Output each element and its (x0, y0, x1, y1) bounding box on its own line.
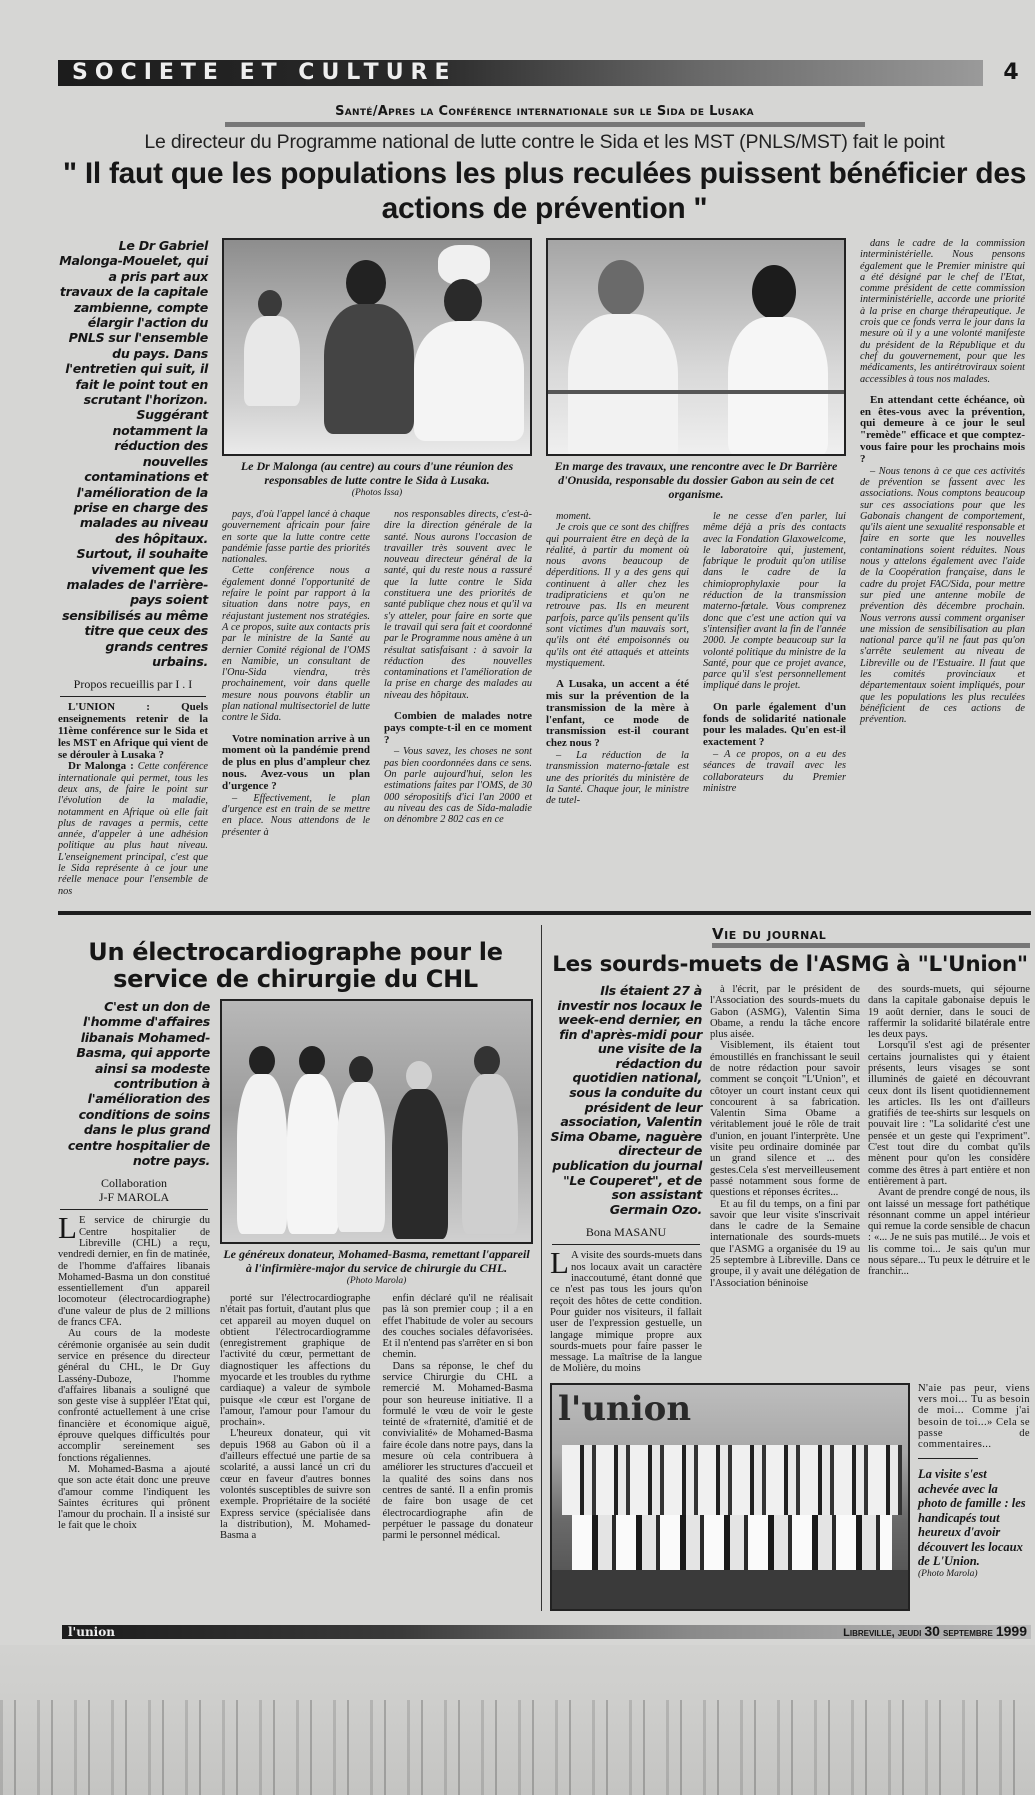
interview-question (860, 395, 1025, 466)
interview-answer (222, 793, 370, 838)
article-column (384, 509, 532, 826)
paragraph-text: Visiblement, ils étaient tout émoustillés en franchissant le seuil de notre rédaction pour savoir comment se conçoit "L'Union", et côtoyer un court instant ceux qui concourent à sa fabrication. Valentin Sima Obame a véritablement joué le rôle de trait d'union, en jouant l'interprète. Une visite peu ordinaire dominée par un grand silence et ... des gestes.Cela s'est merveilleusement passé notamment sous forme de questions et réponses écrites... (710, 1040, 860, 1199)
article-intro: Le Dr Gabriel Malonga-Mouelet, qui a pris part aux travaux de la capitale zambienne, compte élargir l'action du PNLS sur l'ensemble du pays. Dans l'entretien qui suit, il fait le point tout en scrutant l'horizon. Suggérant notamment la réduction des nouvelles contaminations et l'amélioration de la prise en charge des malades au niveau des hôpitaux. Surtout, il souhaite vivement que les malades de l'arrière-pays soient sensibilisés au même titre que ceux des grands centres urbains. (59, 238, 208, 669)
article-column (918, 1383, 1030, 1451)
article-intro: Ils étaient 27 à investir nos locaux le week-end dernier, en fin d'après-midi pour une visite de la rédaction du quotidien national, sous la conduite du président de leur association, Valentin Sima Obame, naguère directeur de publication du journal "Le Couperet", et de son assistant Germain Ozo. (550, 982, 702, 1217)
article-column (222, 509, 370, 838)
section-title: SOCIETE ET CULTURE (72, 60, 457, 85)
photo-donation (220, 999, 533, 1244)
answer-text: – Vous savez, les choses ne sont pas bien coordonnées dans ce sens. On parle aujourd'hui, selon les estimations faites par l'OMS, de 30 000 séropositifs d'ici l'an 2000 et au niveau des cas de Sida-maladie on dénombre 2 802 cas en ce (384, 746, 532, 826)
interview-question (703, 702, 846, 749)
footer-day: 30 (924, 1622, 940, 1639)
answer-text: moment. (556, 511, 592, 522)
article-intro: C'est un don de l'homme d'affaires libanais Mohamed-Basma, qui apporte ainsi sa modeste contribution à l'amélioration des conditions de soins dans le plus grand centre hospitalier de notre pays. (67, 998, 210, 1168)
column-pair (222, 509, 532, 838)
answer-text: dans le cadre de la commission interministérielle. Nous pensons également que le Premier ministre qui a été désigné par le chef de l'Etat, comme président de cette commission interministérielle, accorde une priorité à la prise en charge thérapeutique. Je crois que ce fonds verra le jour dans la mesure où il y a une volonté manifeste du président de la République et du chef du gouvernement, pour que les médicaments, les antirétroviraux soient accessibles à tous nos malades. (860, 238, 1025, 385)
page-number: 4 (1003, 60, 1019, 85)
interview-question (546, 679, 689, 750)
photo-caption: En marge des travaux, une rencontre avec le Dr Barrière d'Onusida, responsable du dossier Gabon au sein de cet organisme. (554, 459, 838, 501)
deaf-visit-left-column (550, 984, 702, 1375)
kicker-underline (225, 122, 865, 127)
scan-margin (0, 1645, 1035, 1795)
interview-answer (703, 511, 846, 692)
paragraph-text: N'aie pas peur, viens vers moi... Tu as besoin de moi... Comme j'ai besoin de toi...» Cela se passe de commentaires... (918, 1382, 1030, 1451)
question-text: En attendant cette échéance, où en êtes-vous avec la prévention, qui demeure à ce jour le seul "remède" efficace et que comptez-vous faire pour les prochains mois ? (860, 393, 1025, 465)
article-column (550, 1245, 702, 1375)
donation-right-block (220, 999, 533, 1542)
article-byline: Propos recueillis par I . I (73, 677, 193, 692)
question-text: Combien de malades notre pays compte-t-il en ce moment ? (384, 710, 532, 746)
question-text: Votre nomination arrive à un moment où la pandémie prend de plus en plus d'ampleur chez nous. Avez-vous un plan d'urgence ? (222, 732, 370, 792)
interview-answer (546, 750, 689, 806)
article-column (220, 1293, 371, 1542)
answer-text: – Nous tenons à ce que ces activités de prévention se fassent avec les associations. Nous comptons beaucoup sur ces associations pour que les Gabonais changent de comportement, qu'ils aient une sexualité responsable et faire en sorte que les nouvelles contaminations soient réduites. Nous nous y attelons également avec l'aide de la Coopération française, dans le cadre du projet FAC/Sida, pour mettre sur pied une antenne mobile de prévention dès décembre prochain. Nous verrons aussi comment organiser une mission de sensibilisation au plan national parce qu'il ne faut pas qu'on s'arrête seulement au niveau de Libreville ou de l'Estuaire. Il faut que les comités provinciaux et départementaux soient impliqués, pour que les populations les plus reculées bénéficient de ces actions de prévention. (860, 465, 1025, 726)
answer-text: pays, d'où l'appel lancé à chaque gouvernement africain pour faire en sorte que la lutte contre cette pandémie fasse partie des priorités nationales. (222, 509, 370, 566)
article-column (868, 984, 1030, 1278)
paragraph-text: Lorsqu'il s'est agi de présenter certains journalistes qui y étaient présents, leurs visages se sont illuminés de gaieté en découvrant ceux dont ils lisent quotidiennement les articles. Ils les ont d'ailleurs gratifiés de tee-shirts sur lesquels on pouvait lire : "La solidarité c'est une pensée et un geste qui l'expriment". C'est tout dire du combat qu'ils mènent pour qu'on les considère comme des êtres à part entière et non entièrement à part. (868, 1040, 1030, 1187)
paragraph (58, 1210, 210, 1329)
paragraph (383, 1293, 534, 1361)
footer-date (843, 1624, 1027, 1640)
drop-cap: L (58, 1210, 77, 1246)
article-column (546, 511, 689, 806)
interview-article (58, 238, 1031, 897)
paragraph (710, 984, 860, 1040)
interview-answer (58, 761, 208, 897)
paragraph-text: E service de chirurgie du Centre hospitalier de Libreville (CHL) a reçu, vendredi dernier, en fin de matinée, de l'homme d'affaires libanais Mohamed-Basma un don constitué essentiellement d'un appareil locomoteur (électrocardiographe) d'une valeur de plus de 2 millions de francs CFA. (58, 1215, 210, 1329)
footer-month: septembre (939, 1626, 996, 1639)
byline-name: J-F MAROLA (98, 1190, 170, 1205)
donation-body (58, 999, 533, 1542)
photo-block-2 (546, 238, 846, 806)
deaf-visit-article (550, 925, 1030, 1611)
photo-caption: La visite s'est achevée avec la photo de famille : les handicapés tout heureux d'avoir découvert les locaux de L'Union. (918, 1467, 1026, 1568)
rubric-label: Vie du journal (712, 924, 827, 943)
column-pair (220, 1293, 533, 1542)
article-byline (58, 1176, 210, 1204)
interview-answer (384, 509, 532, 701)
paragraph (710, 1199, 860, 1289)
photo-credit: (Photo Marola) (346, 1275, 407, 1286)
paragraph-text: L'heureux donateur, qui vit depuis 1968 au Gabon où il a d'ailleurs effectué une partie de sa scolarité, a aussi lancé un cri du cœur en faveur d'autres bonnes volontés susceptibles de suivre son exemple. Propriétaire de la société Express service (spécialisée dans la distribution), M. Mohamed-Basma a (220, 1428, 371, 1542)
article-headline: Les sourds-muets de l'ASMG à "L'Union" (552, 951, 1028, 977)
paragraph (383, 1361, 534, 1542)
photo-credit: (Photos Issa) (351, 488, 403, 498)
answer-text: nos responsables directs, c'est-à-dire la direction générale de la santé. Nous aurons l'occasion de travailler très souvent avec le nouveau directeur général de la santé, qui du reste nous a rassuré que la lutte contre le Sida constituera une des priorités de santé publique chez nous et qu'il va s'y atteler, pour faire en sorte que le travail qui sera fait et coordonné par le Programme nous amène à un résultat satisfaisant : à savoir la réduction des nouvelles contaminations et l'amélioration de la prise en charge des malades au niveau des hôpitaux. (384, 509, 532, 701)
paragraph (550, 1245, 702, 1375)
divider (60, 1209, 208, 1210)
interview-left-column (58, 238, 208, 897)
section-divider (58, 911, 1031, 915)
article-column (710, 984, 860, 1289)
interview-answer (703, 749, 846, 794)
photo-meeting-lusaka (222, 238, 532, 456)
scan-streaks (0, 1700, 1035, 1795)
paragraph-text: porté sur l'électrocardiographe n'était pas fortuit, d'autant plus que cet appareil au moyen duquel on obtient l'électrocardiogramme (enregistrement graphique de l'activité du cœur, permettant de diagnostiquer les affections du myocarde et les troubles du rythme cardiaque) a valeur de symbole puisque «le cœur est l'organe de l'amour, l'amour pour l'amour du prochain». (220, 1292, 371, 1429)
answer-text: Cette conférence nous a également donné l'opportunité de refaire le point par rapport à la situation dans notre pays, en réajustant justement nos stratégies. A ce propos, suite aux contacts pris par le ministre de la Santé au dernier Comité régional de l'OMS en Namibie, un consultant de l'Onu-Sida viendra, très prochainement, voir dans quelle mesure nous pouvons établir un plan national multisectoriel de lutte contre le Sida. (222, 565, 370, 724)
article-headline: Un électrocardiographe pour le service de chirurgie du CHL (88, 937, 503, 993)
photo-credit: (Photo Marola) (918, 1569, 978, 1580)
paragraph (58, 1464, 210, 1532)
answer-text: le ne cesse d'en parler, lui même déjà a pris des contacts avec la Fondation Glaxowelcome, le laboratoire qui, justement, fabrique le produit qu'on utilise dans le cadre de la chimioprophylaxie pour la réduction de la transmission materno-fœtale. Vous comprenez donc que c'est une action qui va s'intensifier avant la fin de l'année 2000. Je compte beaucoup sur la volonté politique du ministre de la Santé, pour que ce projet avance, parce qu'il s'est personnellement impliqué dans le projet. (703, 511, 846, 692)
divider (918, 1458, 978, 1459)
photo-caption: Le Dr Malonga (au centre) au cours d'une réunion des responsables de lutte contre le Sida à Lusaka. (240, 459, 514, 487)
interview-answer (860, 466, 1025, 726)
deaf-visit-side-column (918, 1383, 1030, 1581)
footer-place: Libreville, jeudi (843, 1626, 925, 1639)
article-headline: " Il faut que les populations les plus reculées puissent bénéficier des actions de prévention " (62, 157, 1027, 225)
paragraph-text: Au cours de la modeste cérémonie organisée au sein dudit service en présence du directeur général du CHL, le Dr Guy Lassény-Duboze, l'homme d'affaires libanais a souligné que son geste vise à suppléer l'Etat qui, confronté actuellement à une crise financière et économique aiguë, éprouve quelques difficultés pour accomplir sereinement ses fonctions régaliennes. (58, 1328, 210, 1464)
paragraph-text: enfin déclaré qu'il ne réalisait pas là son premier coup ; il a en effet l'habitude de voler au secours des couches sociales défavorisées. Et il n'entend pas s'arrêter en si bon chemin. (382, 1292, 533, 1361)
donation-left-column (58, 999, 210, 1532)
paragraph (868, 1187, 1030, 1277)
paragraph-text: M. Mohamed-Basma a ajouté que son acte était donc une preuve d'amour comme l'indiquent les Saintes écritures qui prônent l'amour du prochain. Il a insisté sur le fait que le choix (58, 1463, 210, 1532)
donation-article (58, 925, 533, 1542)
interview-answer (222, 509, 370, 565)
article-deck: Le directeur du Programme national de lutte contre le Sida et les MST (PNLS/MST) fait le point (144, 131, 945, 153)
article-column (860, 238, 1025, 725)
speaker-label: Dr Malonga : (68, 760, 138, 773)
rubric-underline (712, 943, 1030, 948)
drop-cap: L (550, 1245, 569, 1281)
column-divider (541, 925, 542, 1611)
paragraph-text: à l'écrit, par le président de l'Association des sourds-muets du Gabon (ASMG), Valentin Sima Obame, a rendu la tâche encore plus aisée. (710, 983, 860, 1041)
byline-label: Collaboration (101, 1176, 167, 1191)
question-text: A Lusaka, un accent a été mis sur la prévention de la transmission de la mère à l'enfant, ce mode de transmission est-il courant chez nous ? (546, 678, 689, 750)
deaf-visit-columns (550, 984, 1030, 1375)
paragraph (220, 1293, 371, 1429)
answer-text: – A ce propos, on a eu des séances de travail avec les collaborateurs du Premier ministre (703, 748, 846, 794)
footer-logo: l'union (68, 1624, 115, 1639)
question-text: On parle également d'un fonds de solidarité nationale pour les malades. Qu'en est-il exactement ? (703, 700, 846, 749)
paragraph (868, 984, 1030, 1040)
paragraph-text: Dans sa réponse, le chef du service Chirurgie du CHL a remercié M. Mohamed-Basma pour son heureuse initiative. Il a formulé le vœu de voir le geste teinté de «fraternité, d'amitié et de convivialité» de Mohamed-Basma faire école dans notre pays, dans la mesure où cela contribuera à améliorer les structures d'accueil et la qualité des soins dans nos centres de santé. Il a enfin promis de faire bon usage de cet électrocardiographe afin de perpétuer le passage du donateur parmi le personnel médical. (382, 1360, 533, 1542)
answer-text: – Effectivement, le plan d'urgence est en train de se mettre en place. Nous attendons de le présenter à (222, 792, 370, 838)
article-column (383, 1293, 534, 1542)
interview-answer (546, 511, 689, 522)
photo-caption: Le généreux donateur, Mohamed-Basma, remettant l'appareil à l'infirmière-major du service de chirurgie du CHL. (223, 1246, 530, 1275)
article-column (703, 511, 846, 794)
answer-text: – La réduction de la transmission materno-fœtale est une des priorités du ministère de la Santé. Chaque jour, le ministre de tutel- (546, 749, 689, 807)
article-byline: Bona MASANU (585, 1225, 667, 1240)
paragraph-text: A visite des sourds-muets dans nos locaux avait un caractère inaccoutumé, étant donné que ce n'est pas tous les jours qu'on reçoit des hôtes de cette condition. Pour guider nos visiteurs, il fallait user de l'expression gestuelle, un langage mimique propre aux sourds-muets pour faire passer le message. La maîtrise de la langue de Molière, du moins (550, 1250, 702, 1375)
interview-answer (860, 238, 1025, 385)
paragraph (710, 1040, 860, 1198)
photo-meeting-onusida (546, 238, 846, 456)
deaf-visit-photo-row (550, 1383, 1030, 1611)
paragraph-text: Et au fil du temps, on a fini par savoir que leur visite s'inscrivait dans le cadre de la Semaine internationale des sourds-muets que l'ASMG a organisée du 19 au 25 septembre à Libreville. Dans ce groupe, il y avait une délégation de l'Association béninoise (710, 1198, 860, 1289)
paragraph (868, 1040, 1030, 1187)
section-header (58, 60, 1031, 86)
interview-answer (384, 746, 532, 825)
interview-answer (546, 522, 689, 669)
paragraph-text: Avant de prendre congé de nous, ils ont laissé un message fort pathétique résonnant comme un appel intérieur qui remue la corde sensible de chacun : «... Je ne suis pas mutilé... Je vois et lis comme toi... Je sais qu'un mur nous sépare... Tu peux le détruire et le franchir... (868, 1187, 1030, 1278)
paragraph (220, 1428, 371, 1541)
column-pair (546, 511, 846, 806)
photo-block-1 (222, 238, 532, 838)
article-column (58, 1210, 210, 1532)
interview-right-column (860, 238, 1025, 725)
footer-bar (62, 1622, 1031, 1639)
interview-question (222, 734, 370, 793)
paragraph (918, 1383, 1030, 1451)
paragraph-text: des sourds-muets, qui séjourne dans la capitale gabonaise depuis le 19 août dernier, dans le souci de raffermir la solidarité bilatérale entre les deux pays. (868, 983, 1030, 1041)
photo-group-visit (550, 1383, 910, 1611)
divider (60, 696, 206, 697)
answer-text: Cette conférence internationale qui permet, tous les deux ans, de faire le point sur l'évolution de la maladie, notamment en Afrique où elle fait plus de ravages a permis, cette année, d'appeler à une adhésion politique au plus haut niveau. L'enseignement principal, c'est que le Sida représente à ce jour une réelle menace pour l'ensemble de nos (58, 761, 208, 897)
interview-column (58, 702, 208, 897)
article-kicker: Santé/Apres la Conférence internationale sur le Sida de Lusaka (335, 104, 754, 119)
question-text: L'UNION : Quels enseignements retenir de la 11ème conférence sur le Sida et les MST en Afrique qui vient de se dérouler à Lusaka ? (58, 701, 208, 761)
paragraph (58, 1328, 210, 1464)
photo-sign: l'union (558, 1388, 692, 1429)
answer-text: Je crois que ce sont des chiffres qui pourraient être en deçà de la réalité, à partir du moment où nous avons beaucoup de déperditions. Il y a des gens qui continuent à aller chez les tradipraticiens et qu'on ne retrouve pas. Ils en meurent parfois, parce qu'ils pensent qu'ils sont victimes d'un mauvais sort, qu'ils ont été empoisonnés ou qu'ils ont été attaqués et atteints mystiquement. (546, 522, 689, 669)
interview-answer (222, 565, 370, 723)
footer-year: 1999 (995, 1622, 1027, 1639)
interview-question (384, 711, 532, 746)
interview-question (58, 702, 208, 761)
divider (552, 1244, 700, 1245)
bottom-articles (58, 925, 1031, 1611)
section-header-bar (58, 60, 983, 86)
